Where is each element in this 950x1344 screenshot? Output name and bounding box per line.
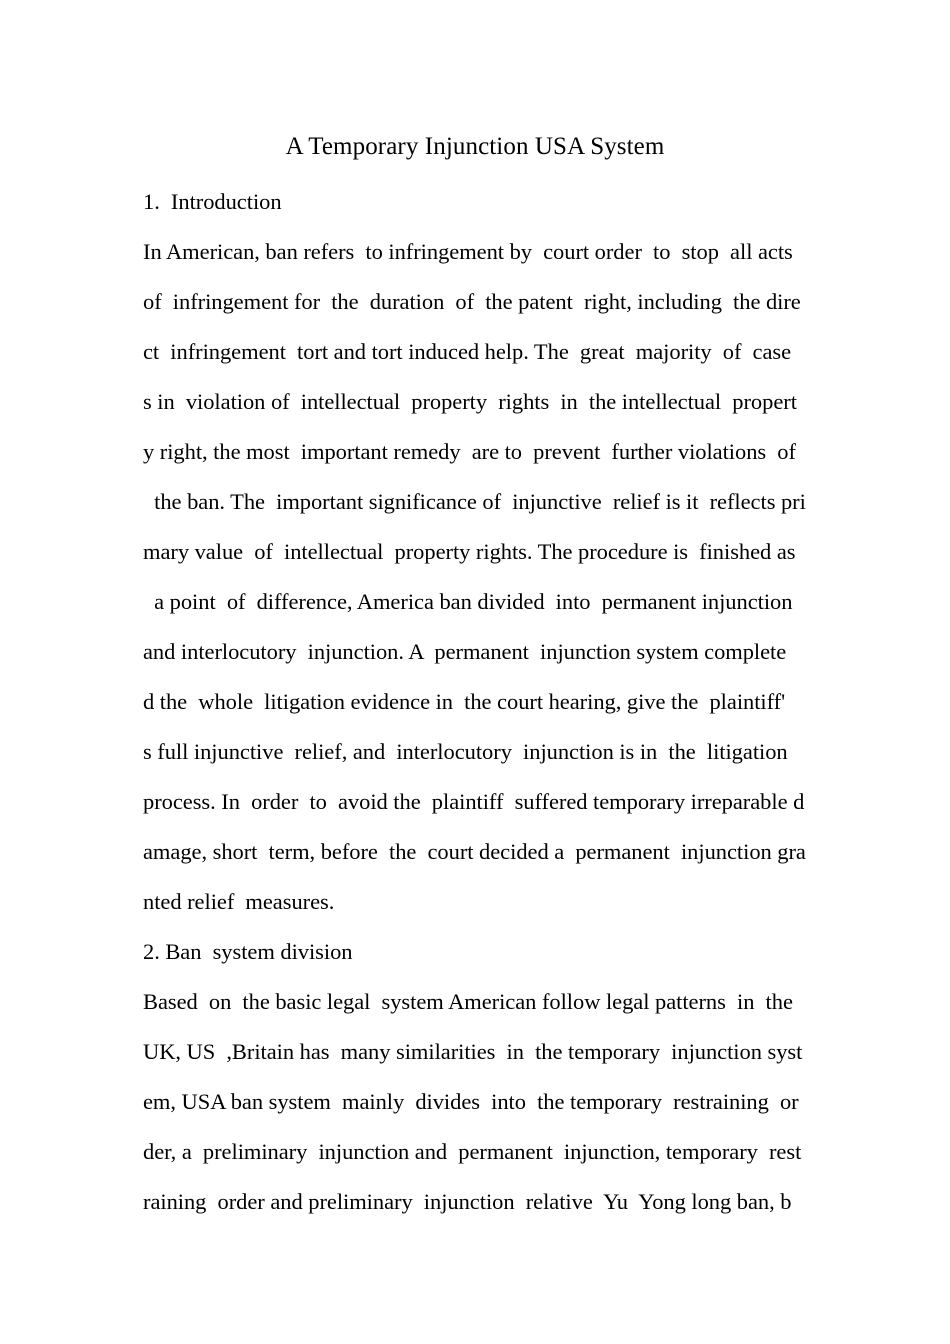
body-line: raining order and preliminary injunction relative Yu Yong long ban, b: [143, 1189, 792, 1214]
document-body: [143, 177, 823, 1227]
body-line: process. In order to avoid the plaintiff suffered temporary irreparable d: [143, 789, 805, 814]
body-line: a point of difference, America ban divided into permanent injunction: [143, 589, 793, 614]
section-heading-1: 1. Introduction: [143, 189, 282, 214]
body-line: of infringement for the duration of the patent right, including the dire: [143, 289, 801, 314]
body-line: mary value of intellectual property rights. The procedure is finished as: [143, 539, 796, 564]
body-line: the ban. The important significance of injunctive relief is it reflects pri: [143, 489, 806, 514]
section-heading-2: 2. Ban system division: [143, 939, 353, 964]
body-line: y right, the most important remedy are to prevent further violations of: [143, 439, 796, 464]
body-line: s full injunctive relief, and interlocutory injunction is in the litigation: [143, 739, 788, 764]
body-line: d the whole litigation evidence in the court hearing, give the plaintiff': [143, 689, 786, 714]
body-line: ct infringement tort and tort induced help. The great majority of case: [143, 339, 792, 364]
body-line: nted relief measures.: [143, 889, 335, 914]
body-line: and interlocutory injunction. A permanent injunction system complete: [143, 639, 787, 664]
page-title: A Temporary Injunction USA System: [285, 132, 665, 160]
body-line: In American, ban refers to infringement by court order to stop all acts: [143, 239, 793, 264]
body-line: Based on the basic legal system American follow legal patterns in the: [143, 989, 793, 1014]
body-line: der, a preliminary injunction and permanent injunction, temporary rest: [143, 1139, 802, 1164]
body-line: UK, US ,Britain has many similarities in the temporary injunction syst: [143, 1039, 803, 1064]
body-line: amage, short term, before the court decided a permanent injunction gra: [143, 839, 806, 864]
body-line: em, USA ban system mainly divides into the temporary restraining or: [143, 1089, 799, 1114]
body-line: s in violation of intellectual property rights in the intellectual propert: [143, 389, 797, 414]
